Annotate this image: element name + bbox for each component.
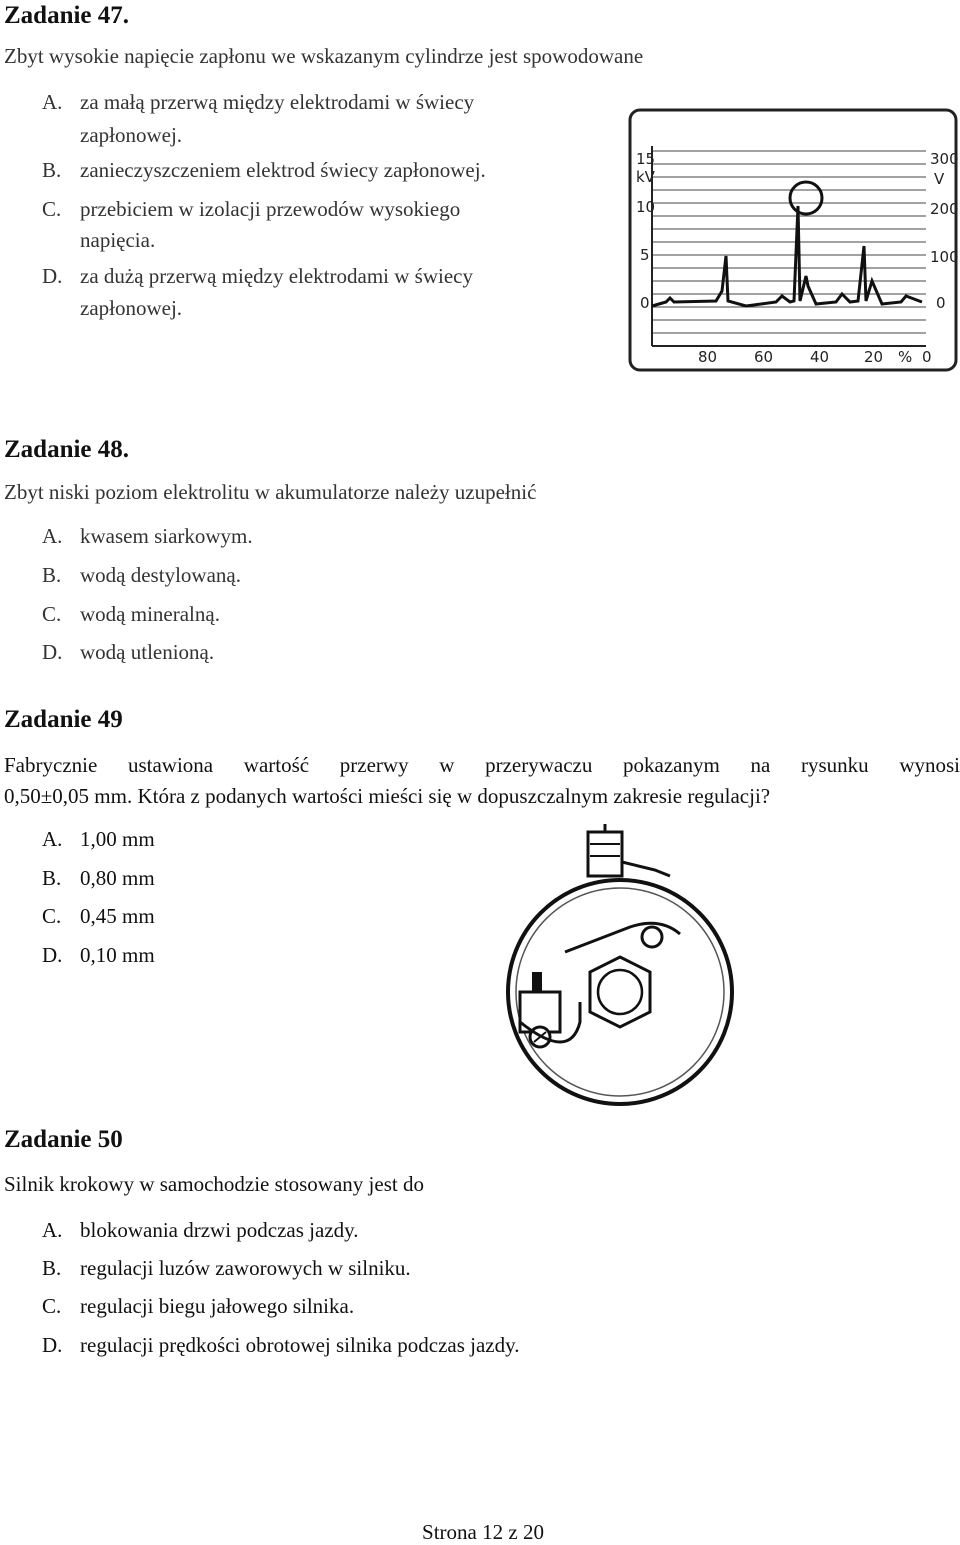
scope-left-tick: 0 — [640, 294, 650, 312]
scope-bottom-tick: 60 — [754, 348, 774, 366]
scope-waveform — [652, 206, 922, 306]
option-letter: C. — [42, 904, 62, 928]
task-47-option-c-cont: napięcia. — [80, 228, 156, 252]
task-49-option-b — [42, 866, 155, 891]
option-letter: C. — [42, 602, 62, 626]
option-text: blokowania drzwi podczas jazdy. — [80, 1218, 359, 1242]
option-letter: D. — [42, 943, 63, 967]
highlight-circle — [790, 182, 822, 214]
lead-wire — [622, 862, 670, 876]
task-49-question-line1: Fabrycznie ustawiona wartość przerwy w przerywaczu pokazanym na rysunku wynosi — [4, 753, 960, 777]
task-50-option-a — [42, 1218, 359, 1243]
task-49-question-line2: 0,50±0,05 mm. Która z podanych wartości mieści się w dopuszczalnym zakresie regulacji? — [4, 784, 771, 808]
pivot — [642, 927, 662, 947]
option-text: kwasem siarkowym. — [80, 524, 253, 548]
option-text: przebiciem w izolacji przewodów wysokiego — [80, 197, 461, 221]
task-48-option-a — [42, 524, 253, 549]
task-47-option-d-cont: zapłonowej. — [80, 296, 183, 320]
task-47-question: Zbyt wysokie napięcie zapłonu we wskazanym cylindrze jest spowodowane — [4, 44, 644, 68]
scope-right-tick: 200 — [930, 200, 959, 218]
scope-right-tick: V — [934, 170, 945, 188]
option-letter: D. — [42, 1333, 63, 1357]
scope-bottom-tick: % — [898, 348, 913, 366]
page-footer: Strona 12 z 20 — [422, 1520, 544, 1544]
task-47-option-d — [42, 264, 473, 289]
scope-left-tick: 5 — [640, 246, 650, 264]
task-50-question: Silnik krokowy w samochodzie stosowany jest do — [4, 1172, 424, 1196]
option-letter: D. — [42, 640, 63, 664]
task-47-option-c — [42, 197, 460, 222]
option-letter: B. — [42, 1256, 62, 1280]
task-49-option-a — [42, 827, 155, 852]
option-letter: D. — [42, 264, 63, 288]
breaker-points-illustration — [490, 822, 740, 1112]
scope-frame — [630, 110, 956, 370]
option-text: 0,45 mm — [80, 904, 155, 928]
option-text: zanieczyszczeniem elektrod świecy zapłonowej. — [80, 158, 486, 182]
task-47-option-b — [42, 158, 486, 183]
option-letter: C. — [42, 197, 62, 221]
scope-bottom-tick: 20 — [864, 348, 884, 366]
option-text: wodą utlenioną. — [80, 640, 215, 664]
scope-bottom-tick: 0 — [922, 348, 932, 366]
option-text: za małą przerwą między elektrodami w świecy — [80, 90, 475, 114]
scope-right-tick: 100 — [930, 248, 959, 266]
scope-bottom-tick: 40 — [810, 348, 830, 366]
scope-bottom-tick: 80 — [698, 348, 718, 366]
task-48-title: Zadanie 48. — [4, 436, 130, 463]
option-text: wodą mineralną. — [80, 602, 220, 626]
task-47-option-a-cont: zapłonowej. — [80, 123, 183, 147]
task-49-option-d — [42, 943, 155, 968]
task-48-option-d — [42, 640, 214, 665]
option-text: regulacji prędkości obrotowej silnika podczas jazdy. — [80, 1333, 520, 1357]
task-49-title: Zadanie 49 — [4, 706, 123, 733]
oscilloscope-figure — [626, 106, 960, 376]
task-48-option-b — [42, 563, 241, 588]
task-48-question: Zbyt niski poziom elektrolitu w akumulatorze należy uzupełnić — [4, 480, 537, 504]
task-50-option-c — [42, 1294, 354, 1319]
option-text: 0,10 mm — [80, 943, 155, 967]
option-text: regulacji luzów zaworowych w silniku. — [80, 1256, 411, 1280]
option-text: za dużą przerwą między elektrodami w świecy — [80, 264, 473, 288]
option-letter: A. — [42, 827, 63, 851]
option-letter: C. — [42, 1294, 62, 1318]
option-text: regulacji biegu jałowego silnika. — [80, 1294, 355, 1318]
scope-right-tick: 0 — [936, 294, 946, 312]
task-47-title: Zadanie 47. — [4, 2, 130, 29]
scope-left-tick: 15 — [636, 150, 656, 168]
option-letter: B. — [42, 866, 62, 890]
task-50-title: Zadanie 50 — [4, 1126, 123, 1153]
option-letter: A. — [42, 1218, 63, 1242]
option-text: 0,80 mm — [80, 866, 155, 890]
scope-left-tick: 10 — [636, 198, 656, 216]
task-49-option-c — [42, 904, 155, 929]
option-letter: B. — [42, 158, 62, 182]
task-48-option-c — [42, 602, 220, 627]
option-text: wodą destylowaną. — [80, 563, 241, 587]
option-letter: A. — [42, 90, 63, 114]
option-text: 1,00 mm — [80, 827, 155, 851]
terminal-nut — [588, 832, 622, 876]
scope-left-tick: kV — [636, 168, 655, 186]
scope-grid — [652, 151, 926, 333]
option-letter: A. — [42, 524, 63, 548]
task-50-option-d — [42, 1333, 520, 1358]
task-50-option-b — [42, 1256, 411, 1281]
task-47-option-a — [42, 90, 474, 115]
option-letter: B. — [42, 563, 62, 587]
scope-right-tick: 300 — [930, 150, 959, 168]
